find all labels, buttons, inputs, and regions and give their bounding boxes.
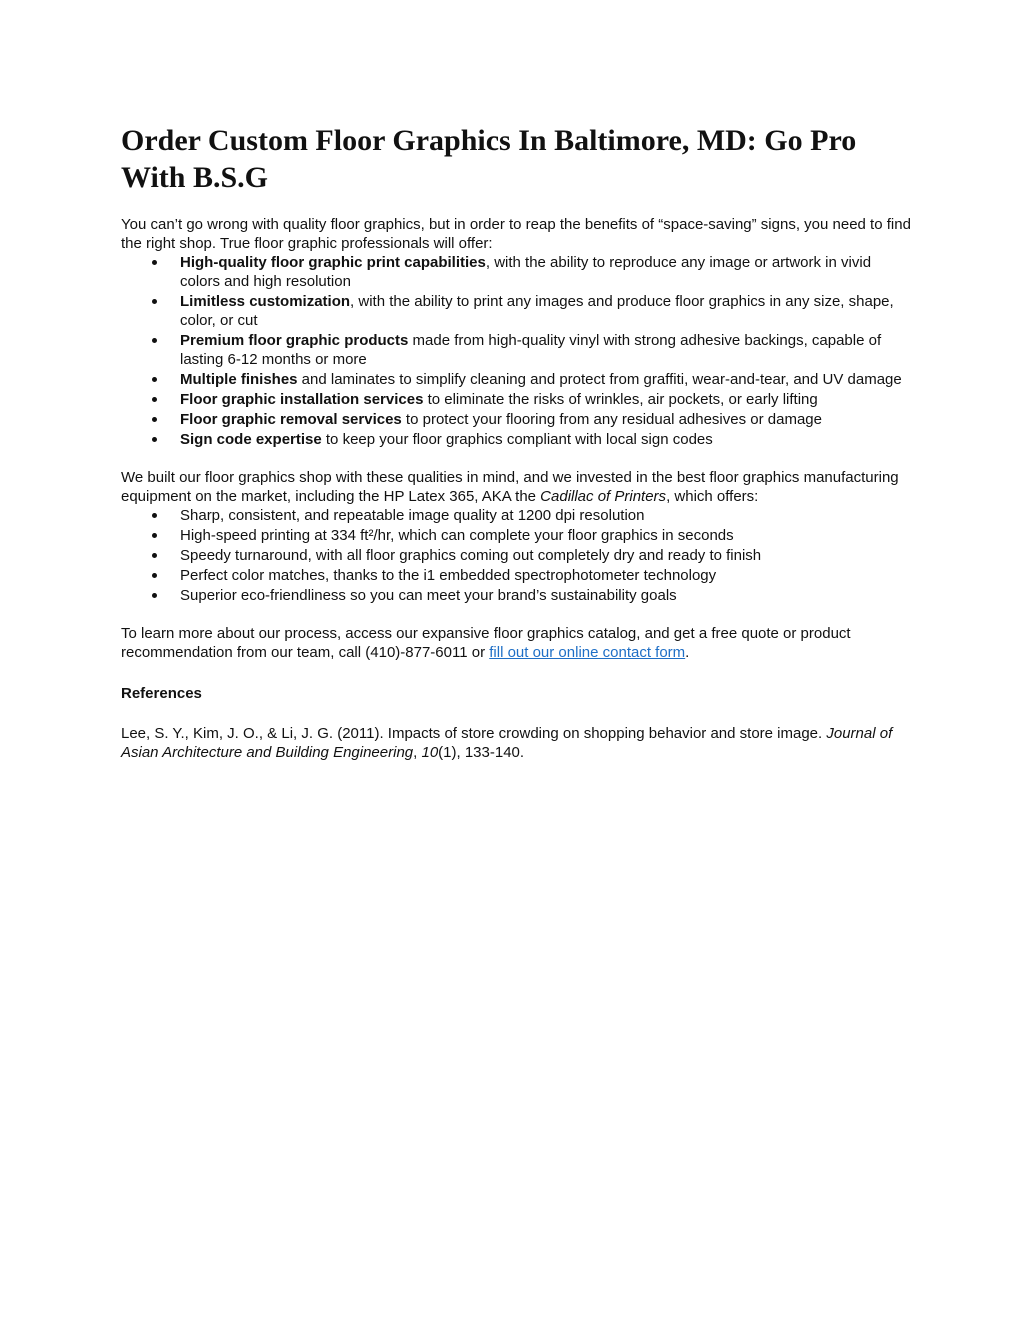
offer-text: Perfect color matches, thanks to the i1 embedded spectrophotometer technology [180,567,717,584]
bullet-icon [152,299,157,304]
feature-text: to keep your floor graphics compliant with local sign codes [321,431,713,448]
feature-title: Floor graphic removal services [180,411,402,428]
list-item [121,586,911,605]
bullet-icon [152,338,157,343]
list-item [121,331,911,369]
contact-paragraph [121,624,911,662]
equipment-text: We built our floor graphics shop with these qualities in mind, and we invested in the best floor graphics manufacturing equipment on the market, including the HP Latex 365, AKA the [121,469,899,505]
citation [121,724,911,762]
feature-text: to protect your flooring from any residual adhesives or damage [401,411,822,428]
list-item [121,292,911,330]
feature-title: Limitless customization [180,293,351,310]
bullet-icon [152,513,157,518]
document-page [121,122,911,762]
bullet-icon [152,533,157,538]
equipment-text-end: , which offers: [666,488,759,505]
list-item [121,253,911,291]
features-list [121,253,911,449]
feature-text: , with the ability to print any images and produce floor graphics in any size, shape, color, or cut [180,293,894,329]
bullet-icon [152,397,157,402]
citation-separator: , [413,744,422,761]
bullet-icon [152,553,157,558]
offer-text: Sharp, consistent, and repeatable image quality at 1200 dpi resolution [180,507,645,524]
list-item [121,546,911,565]
offer-text: Superior eco-friendliness so you can meet your brand’s sustainability goals [180,587,677,604]
list-item [121,566,911,585]
bullet-icon [152,377,157,382]
intro-paragraph: You can’t go wrong with quality floor graphics, but in order to reap the benefits of “space-saving” signs, you need to find the right shop. True floor graphic professionals will offer: [121,216,911,252]
feature-title: Sign code expertise [180,431,322,448]
bullet-icon [152,593,157,598]
feature-text: , with the ability to reproduce any image or artwork in vivid colors and high resolution [180,254,872,290]
bullet-icon [152,260,157,265]
equipment-nickname: Cadillac of Printers [540,488,667,505]
bullet-icon [152,437,157,442]
citation-volume: 10 [421,744,439,761]
list-item [121,370,911,389]
list-item [121,506,911,525]
references-heading: References [121,685,202,702]
list-item [121,390,911,409]
citation-authors: Lee, S. Y., Kim, J. O., & Li, J. G. (2011). Impacts of store crowding on shopping behavior and store image. [121,725,827,742]
offer-text: High-speed printing at 334 ft²/hr, which can complete your floor graphics in seconds [180,527,734,544]
equipment-paragraph [121,468,911,506]
feature-title: High-quality floor graphic print capabilities [180,254,486,271]
list-item [121,526,911,545]
feature-title: Premium floor graphic products [180,332,409,349]
list-item [121,430,911,449]
feature-text: to eliminate the risks of wrinkles, air pockets, or early lifting [423,391,818,408]
feature-title: Multiple finishes [180,371,298,388]
offer-text: Speedy turnaround, with all floor graphics coming out completely dry and ready to finish [180,547,762,564]
citation-pages: (1), 133-140. [438,744,525,761]
contact-text-end: . [685,644,690,661]
feature-title: Floor graphic installation services [180,391,424,408]
citation-journal: Journal of Asian Architecture and Building Engineering [121,725,893,761]
offers-list [121,506,911,605]
list-item [121,410,911,429]
bullet-icon [152,573,157,578]
feature-text: made from high-quality vinyl with strong adhesive backings, capable of lasting 6-12 months or more [180,332,882,368]
page-title: Order Custom Floor Graphics In Baltimore, MD: Go Pro With B.S.G [121,124,857,194]
contact-text: To learn more about our process, access our expansive floor graphics catalog, and get a free quote or product recommendation from our team, call (410)-877-6011 or [121,625,851,661]
bullet-icon [152,417,157,422]
contact-form-link[interactable]: fill out our online contact form [489,644,686,661]
feature-text: and laminates to simplify cleaning and protect from graffiti, wear-and-tear, and UV damage [297,371,902,388]
